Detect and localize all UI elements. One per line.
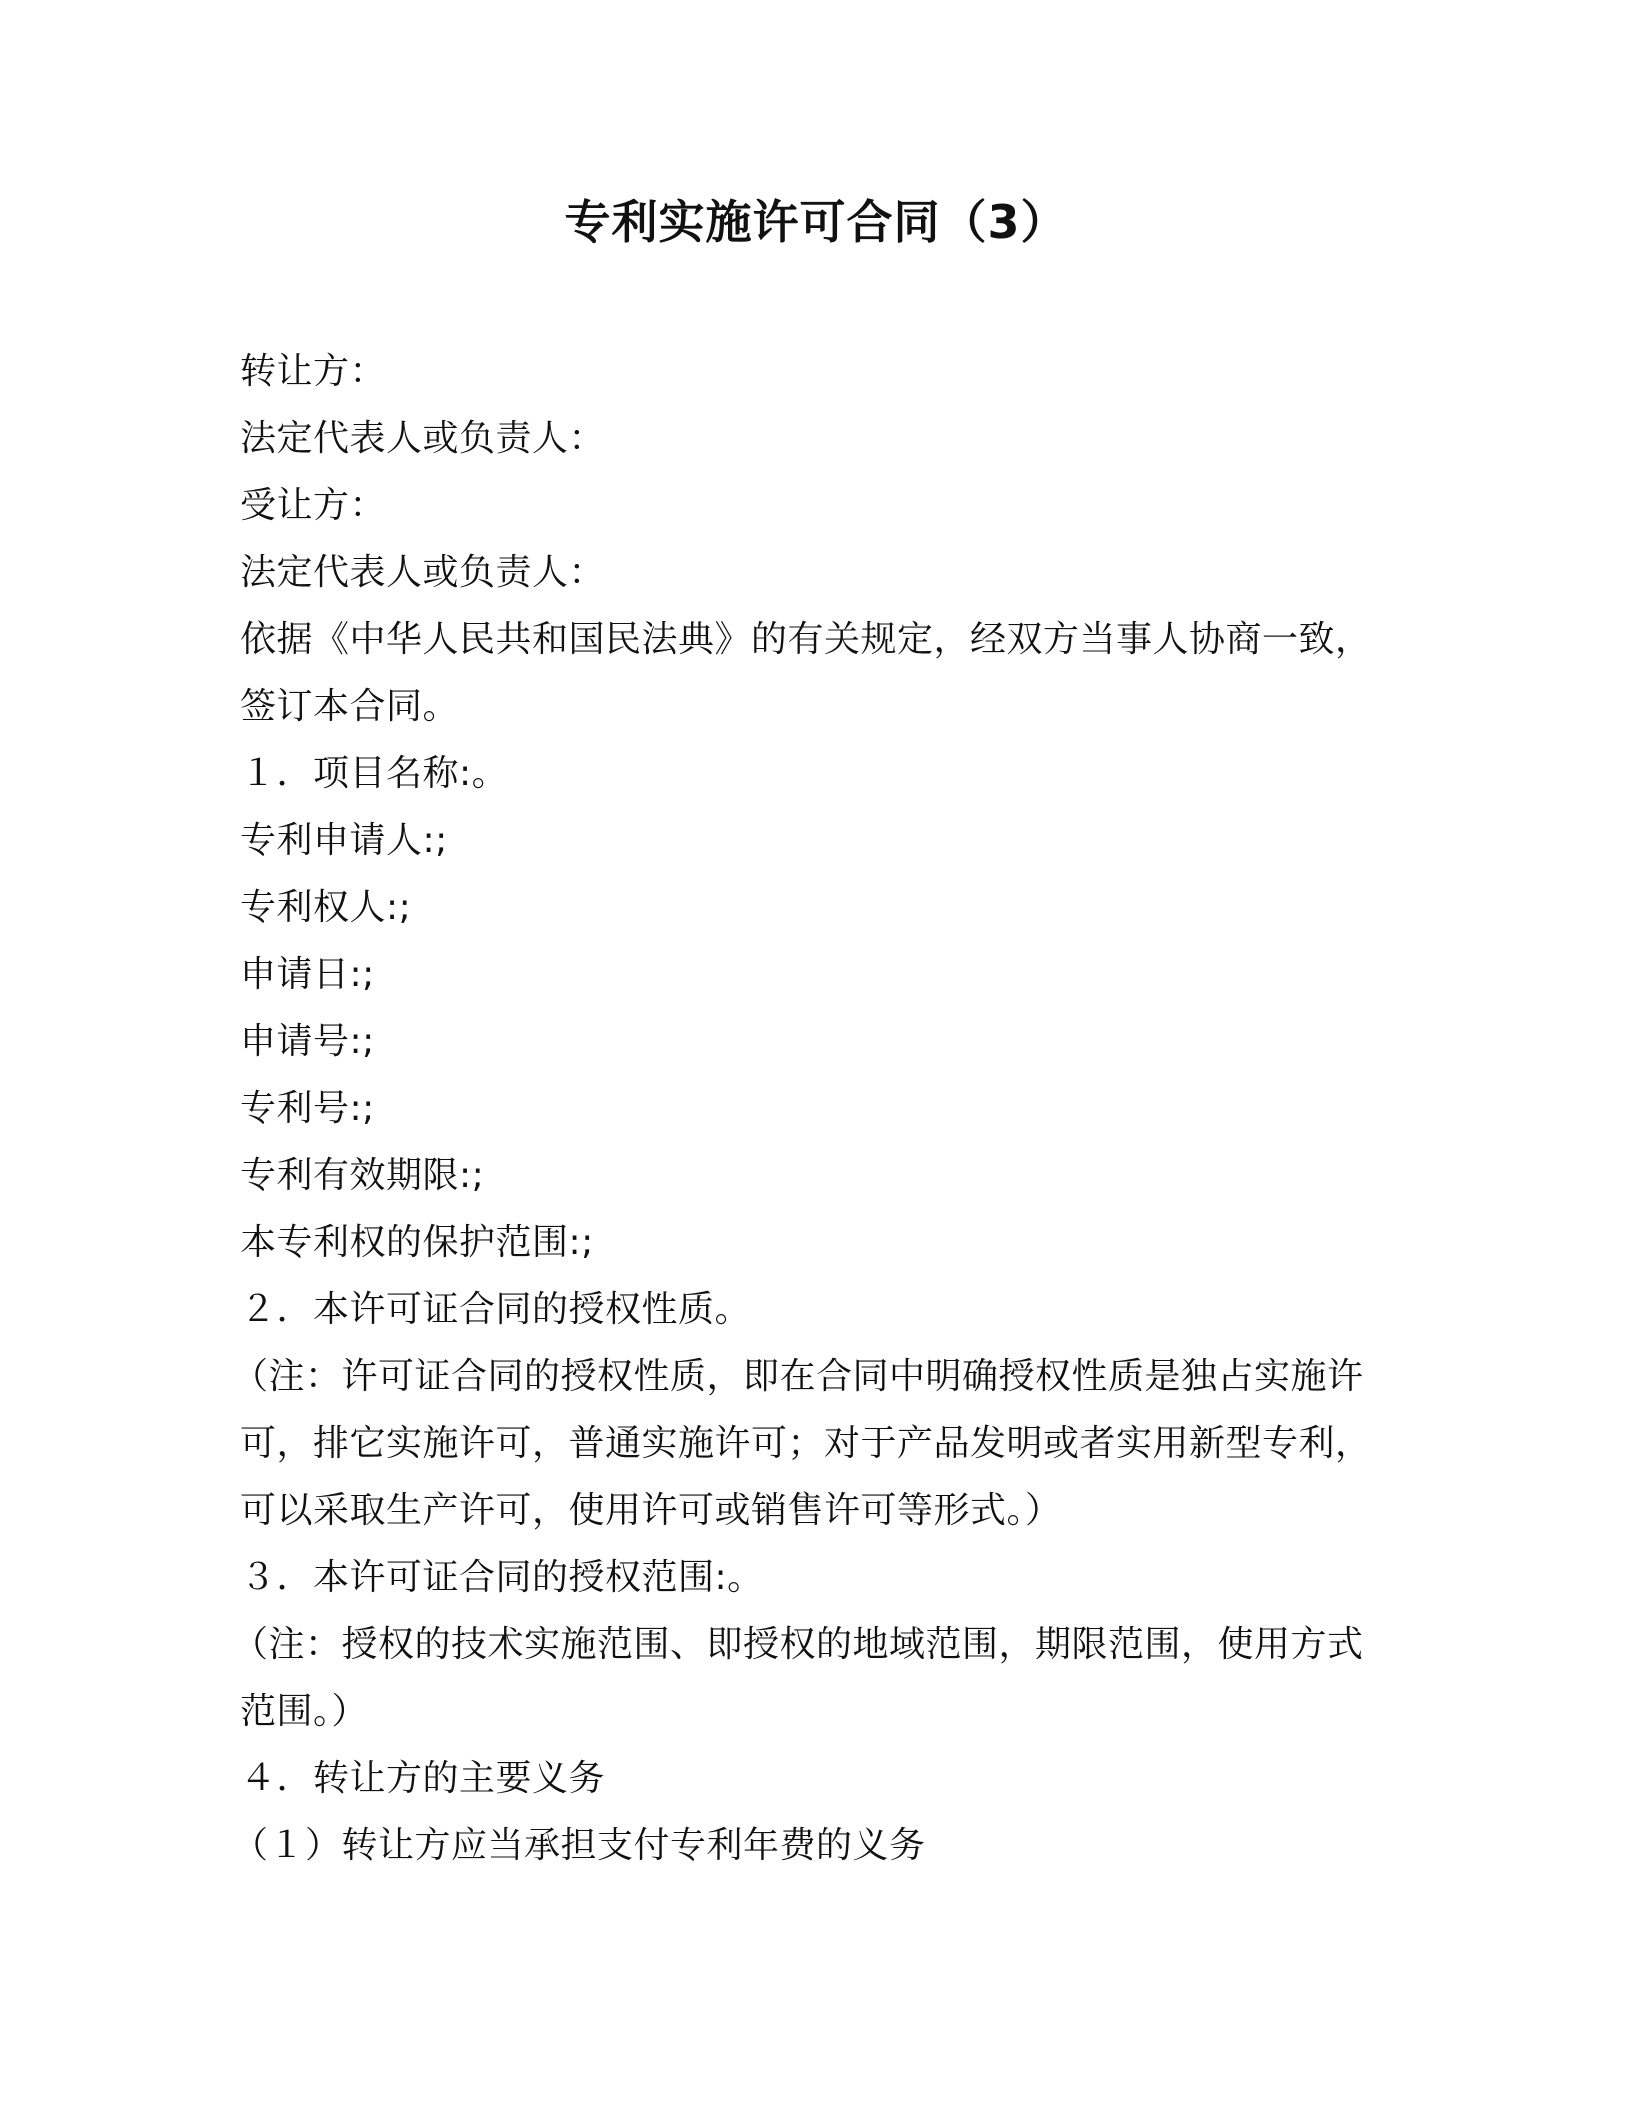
- document-title: 专利实施许可合同（3）: [564, 195, 1068, 249]
- transferor-line: 转让方：: [240, 351, 387, 392]
- transferor-representative-line: 法定代表人或负责人：: [240, 418, 606, 459]
- patent-validity-line: 专利有效期限:;: [240, 1155, 485, 1196]
- section-3-heading: ３．本许可证合同的授权范围:。: [240, 1557, 764, 1598]
- section-2-note-line-3: 可以采取生产许可，使用许可或销售许可等形式。）: [240, 1490, 1062, 1531]
- protection-scope-line: 本专利权的保护范围:;: [240, 1222, 594, 1263]
- patentee-line: 专利权人:;: [240, 887, 412, 928]
- section-2-note-line-2: 可，排它实施许可，普通实施许可；对于产品发明或者实用新型专利，: [240, 1423, 1372, 1464]
- application-number-line: 申请号:;: [240, 1021, 375, 1062]
- section-4-item-1: （１）转让方应当承担支付专利年费的义务: [232, 1825, 926, 1866]
- section-3-note-line-2: 范围。）: [240, 1691, 369, 1732]
- patent-applicant-line: 专利申请人:;: [240, 820, 448, 861]
- section-2-heading: ２．本许可证合同的授权性质。: [240, 1289, 752, 1330]
- application-date-line: 申请日:;: [240, 954, 375, 995]
- section-1-heading: １．项目名称:。: [240, 753, 509, 794]
- legal-basis-line: 依据《中华人民共和国民法典》的有关规定，经双方当事人协商一致，: [240, 619, 1372, 660]
- transferee-representative-line: 法定代表人或负责人：: [240, 552, 606, 593]
- transferee-line: 受让方：: [240, 485, 387, 526]
- section-4-heading: ４．转让方的主要义务: [240, 1758, 606, 1799]
- legal-basis-continuation: 签订本合同。: [240, 686, 460, 727]
- patent-number-line: 专利号:;: [240, 1088, 375, 1129]
- section-2-note-line-1: （注：许可证合同的授权性质，即在合同中明确授权性质是独占实施许: [232, 1356, 1364, 1397]
- section-3-note-line-1: （注：授权的技术实施范围、即授权的地域范围，期限范围，使用方式: [232, 1624, 1364, 1665]
- document-body: [232, 338, 1400, 1879]
